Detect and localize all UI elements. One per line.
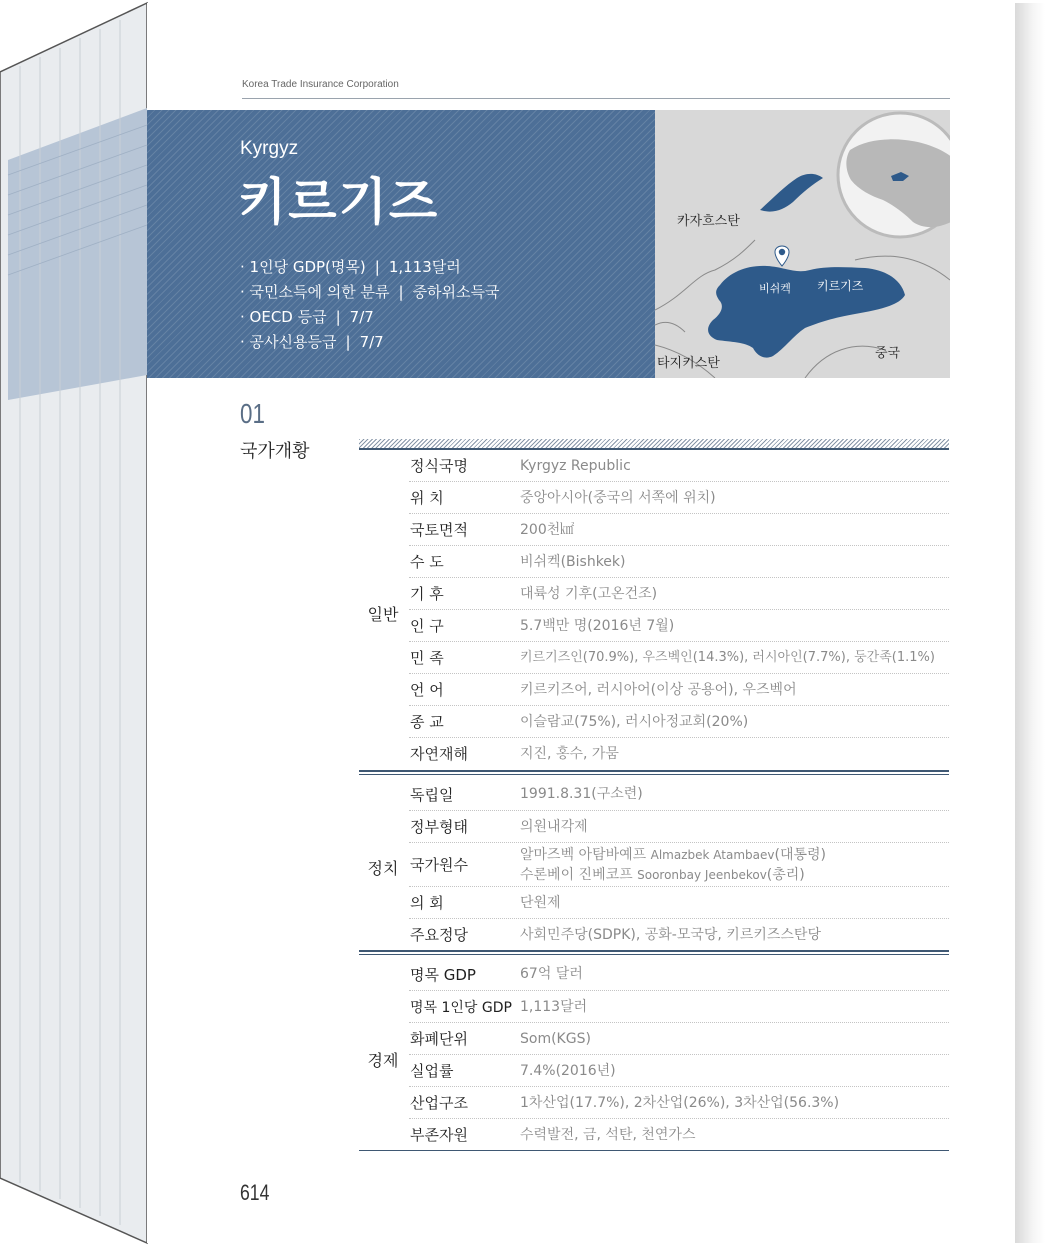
country-name-english: Kyrgyz	[240, 138, 299, 159]
table-group-general	[359, 450, 949, 770]
row-value: 5.7백만 명(2016년 7월)	[520, 617, 675, 634]
row-key: 국가원수	[410, 856, 468, 874]
row-value: 1차산업(17.7%), 2차산업(26%), 3차산업(56.3%)	[520, 1094, 840, 1111]
capital-pin-icon	[775, 246, 789, 266]
row-key: 국토면적	[410, 521, 468, 539]
table-row	[409, 778, 949, 811]
row-value	[520, 845, 949, 885]
label-tajikistan: 타지키스탄	[657, 356, 720, 371]
book-page	[147, 3, 1015, 1243]
row-key: 자연재해	[410, 745, 468, 763]
row-key: 명목 1인당 GDP	[410, 999, 512, 1016]
label-kazakhstan: 카자흐스탄	[677, 214, 740, 229]
table-row	[409, 450, 949, 482]
row-value: 67억 달러	[520, 966, 583, 982]
label-kyrgyz: 키르기즈	[817, 279, 864, 293]
row-value: Som(KGS)	[520, 1030, 591, 1047]
row-value: 7.4%(2016년)	[520, 1062, 616, 1079]
country-name-korean: 키르기즈	[238, 173, 440, 231]
table-row	[409, 887, 949, 919]
row-value: 1991.8.31(구소련)	[520, 786, 643, 802]
fact-item: · OECD 등급 | 7/7	[240, 308, 374, 326]
table-row	[409, 1023, 949, 1055]
table-row	[409, 674, 949, 706]
group-separator	[359, 950, 949, 955]
row-key: 위 치	[410, 489, 444, 507]
table-row	[409, 578, 949, 610]
row-key: 독립일	[410, 785, 454, 804]
row-value: 이슬람교(75%), 러시아정교회(20%)	[520, 713, 749, 730]
group-separator	[359, 770, 949, 775]
table-group-politics	[359, 778, 949, 950]
row-value: 수력발전, 금, 석탄, 천연가스	[520, 1126, 696, 1143]
section-title: 국가개황	[240, 441, 310, 462]
row-value: 200천㎢	[520, 521, 575, 538]
row-value: 의원내각제	[520, 818, 588, 835]
fact-item: · 공사신용등급 | 7/7	[240, 333, 384, 351]
row-value: 사회민주당(SDPK), 공화-모국당, 키르키즈스탄당	[520, 926, 821, 943]
row-key: 실업률	[410, 1062, 454, 1080]
row-key: 의 회	[410, 894, 444, 912]
label-china: 중국	[875, 346, 901, 361]
table-row	[409, 642, 949, 674]
label-bishkek: 비쉬켁	[759, 282, 791, 295]
section-number: 01	[240, 398, 265, 429]
table-bottom-border	[359, 1150, 949, 1152]
row-value: 비쉬켁(Bishkek)	[520, 553, 626, 570]
table-row	[409, 610, 949, 642]
table-row	[409, 706, 949, 738]
table-row	[409, 811, 949, 843]
country-map	[655, 110, 950, 378]
row-value: Kyrgyz Republic	[520, 457, 631, 474]
table-row	[409, 958, 949, 991]
table-group-economy	[359, 958, 949, 1150]
table-row	[409, 1055, 949, 1087]
group-label: 정치	[367, 859, 399, 878]
table-top-border	[359, 439, 949, 450]
fact-item: · 국민소득에 의한 분류 | 중하위소득국	[240, 283, 500, 301]
row-key: 화폐단위	[410, 1030, 468, 1048]
table-row	[409, 546, 949, 578]
table-row	[409, 1119, 949, 1150]
row-key: 민 족	[410, 649, 444, 667]
table-row	[409, 514, 949, 546]
page-curl-shadow	[1015, 3, 1045, 1243]
row-key: 언 어	[410, 681, 444, 699]
header-rule	[242, 98, 950, 99]
key-facts-list	[240, 255, 500, 355]
country-banner	[147, 110, 655, 378]
row-key: 기 후	[410, 585, 444, 603]
table-row	[409, 991, 949, 1023]
table-row	[409, 1087, 949, 1119]
row-key: 인 구	[410, 617, 444, 635]
table-row	[409, 919, 949, 950]
row-value: 1,113달러	[520, 998, 588, 1015]
page-number: 614	[240, 1180, 270, 1205]
table-row	[409, 843, 949, 887]
group-label: 일반	[367, 605, 399, 624]
running-head: Korea Trade Insurance Corporation	[242, 79, 399, 90]
row-value: 키르기즈인(70.9%), 우즈벡인(14.3%), 러시아인(7.7%), 둥간족(1.1%)	[520, 649, 935, 665]
head-of-state-line: 알마즈벡 아탐바예프 Almazbek Atambaev(대통령)	[520, 846, 826, 863]
prime-minister-line: 수론베이 진베코프 Sooronbay Jeenbekov(총리)	[520, 866, 805, 883]
row-value: 키르키즈어, 러시아어(이상 공용어), 우즈벡어	[520, 681, 797, 698]
row-key: 부존자원	[410, 1126, 468, 1144]
row-key: 명목 GDP	[410, 965, 476, 984]
book-page-edges	[0, 0, 150, 1246]
row-value: 단원제	[520, 894, 561, 911]
row-value: 지진, 홍수, 가뭄	[520, 745, 619, 762]
fact-item: · 1인당 GDP(명목) | 1,113달러	[240, 258, 461, 276]
row-key: 수 도	[410, 553, 444, 571]
row-value: 중앙아시아(중국의 서쪽에 위치)	[520, 489, 716, 506]
row-key: 산업구조	[410, 1094, 468, 1112]
row-key: 정식국명	[410, 457, 468, 475]
row-key: 정부형태	[410, 818, 468, 836]
group-label: 경제	[367, 1051, 399, 1070]
row-key: 주요정당	[410, 926, 468, 944]
table-row	[409, 482, 949, 514]
row-key: 종 교	[410, 713, 444, 731]
table-row	[409, 738, 949, 769]
row-value: 대륙성 기후(고온건조)	[520, 585, 658, 602]
lake-balkhash	[760, 174, 823, 212]
map-graphic	[655, 110, 950, 378]
